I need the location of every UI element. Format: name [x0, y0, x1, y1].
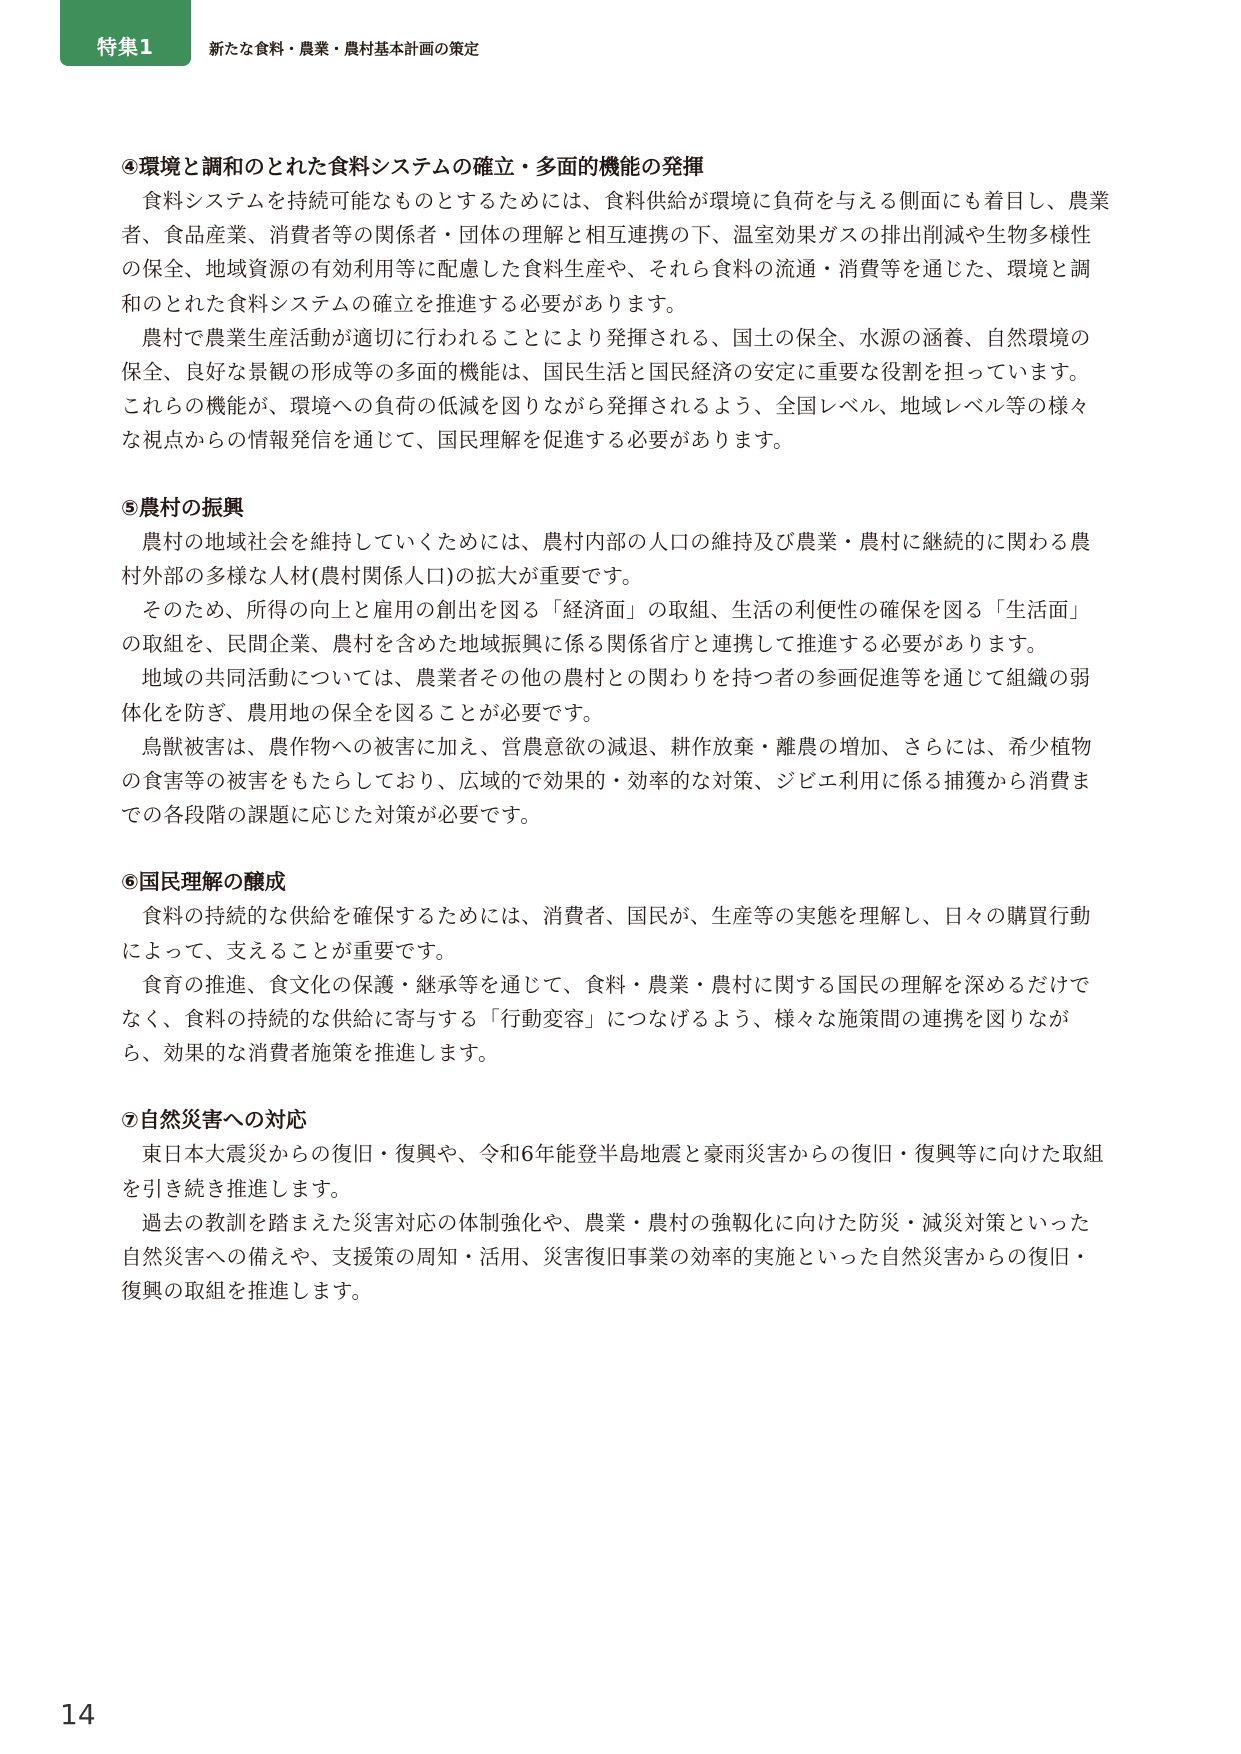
section-heading: ⑥国民理解の醸成 — [121, 870, 286, 895]
section-natural-disaster — [121, 1103, 1111, 1308]
chapter-tab-label: 特集1 — [97, 35, 154, 59]
paragraph: 食料システムを持続可能なものとするためには、食料供給が環境に負荷を与える側面にも着目し、農業者、食品産業、消費者等の関係者・団体の理解と相互連携の下、温室効果ガスの排出削減や生物多様性の保全、地域資源の有効利用等に配慮した食料生産や、それら食料の流通・消費等を通じた、環境と調和のとれた食料システムの確立を推進する必要があります。 — [121, 189, 1111, 316]
section-public-understanding — [121, 865, 1111, 1070]
section-environment — [121, 150, 1111, 458]
chapter-title: 新たな食料・農業・農村基本計画の策定 — [209, 40, 480, 58]
main-content — [121, 150, 1111, 1341]
paragraph: そのため、所得の向上と雇用の創出を図る「経済面」の取組、生活の利便性の確保を図る「生活面」の取組を、民間企業、農村を含めた地域振興に係る関係省庁と連携して推進する必要があります。 — [121, 598, 1091, 657]
section-heading: ⑦自然災害への対応 — [121, 1108, 307, 1133]
section-heading: ⑤農村の振興 — [121, 495, 244, 520]
paragraph: 東日本大震災からの復旧・復興や、令和6年能登半島地震と豪雨災害からの復旧・復興等に向けた取組を引き続き推進します。 — [121, 1142, 1105, 1201]
paragraph: 農村の地域社会を維持していくためには、農村内部の人口の維持及び農業・農村に継続的に関わる農村外部の多様な人材(農村関係人口)の拡大が重要です。 — [121, 529, 1091, 588]
paragraph: 鳥獣被害は、農作物への被害に加え、営農意欲の減退、耕作放棄・離農の増加、さらには、希少植物の食害等の被害をもたらしており、広域的で効果的・効率的な対策、ジビエ利用に係る捕獲から消費までの各段階の課題に応じた対策が必要です。 — [121, 734, 1093, 828]
section-heading: ④環境と調和のとれた食料システムの確立・多面的機能の発揮 — [121, 155, 704, 179]
paragraph: 地域の共同活動については、農業者その他の農村との関わりを持つ者の参画促進等を通じて組織の弱体化を防ぎ、農用地の保全を図ることが必要です。 — [121, 666, 1091, 725]
chapter-tab — [60, 0, 191, 66]
paragraph: 過去の教訓を踏まえた災害対応の体制強化や、農業・農村の強靱化に向けた防災・減災対策といった自然災害への備えや、支援策の周知・活用、災害復旧事業の効率的実施といった自然災害からの復旧・復興の取組を推進します。 — [121, 1210, 1092, 1304]
page-number: 14 — [60, 1698, 96, 1731]
paragraph: 農村で農業生産活動が適切に行われることにより発揮される、国土の保全、水源の涵養、自然環境の保全、良好な景観の形成等の多面的機能は、国民生活と国民経済の安定に重要な役割を担っています。これらの機能が、環境への負荷の低減を図りながら発揮されるよう、全国レベル、地域レベル等の様々な視点からの情報発信を通じて、国民理解を促進する必要があります。 — [121, 325, 1091, 453]
section-rural-promotion — [121, 491, 1111, 833]
paragraph: 食料の持続的な供給を確保するためには、消費者、国民が、生産等の実態を理解し、日々の購買行動によって、支えることが重要です。 — [121, 904, 1091, 963]
paragraph: 食育の推進、食文化の保護・継承等を通じて、食料・農業・農村に関する国民の理解を深めるだけでなく、食料の持続的な供給に寄与する「行動変容」につなげるよう、様々な施策間の連携を図りながら、効果的な消費者施策を推進します。 — [121, 972, 1091, 1066]
